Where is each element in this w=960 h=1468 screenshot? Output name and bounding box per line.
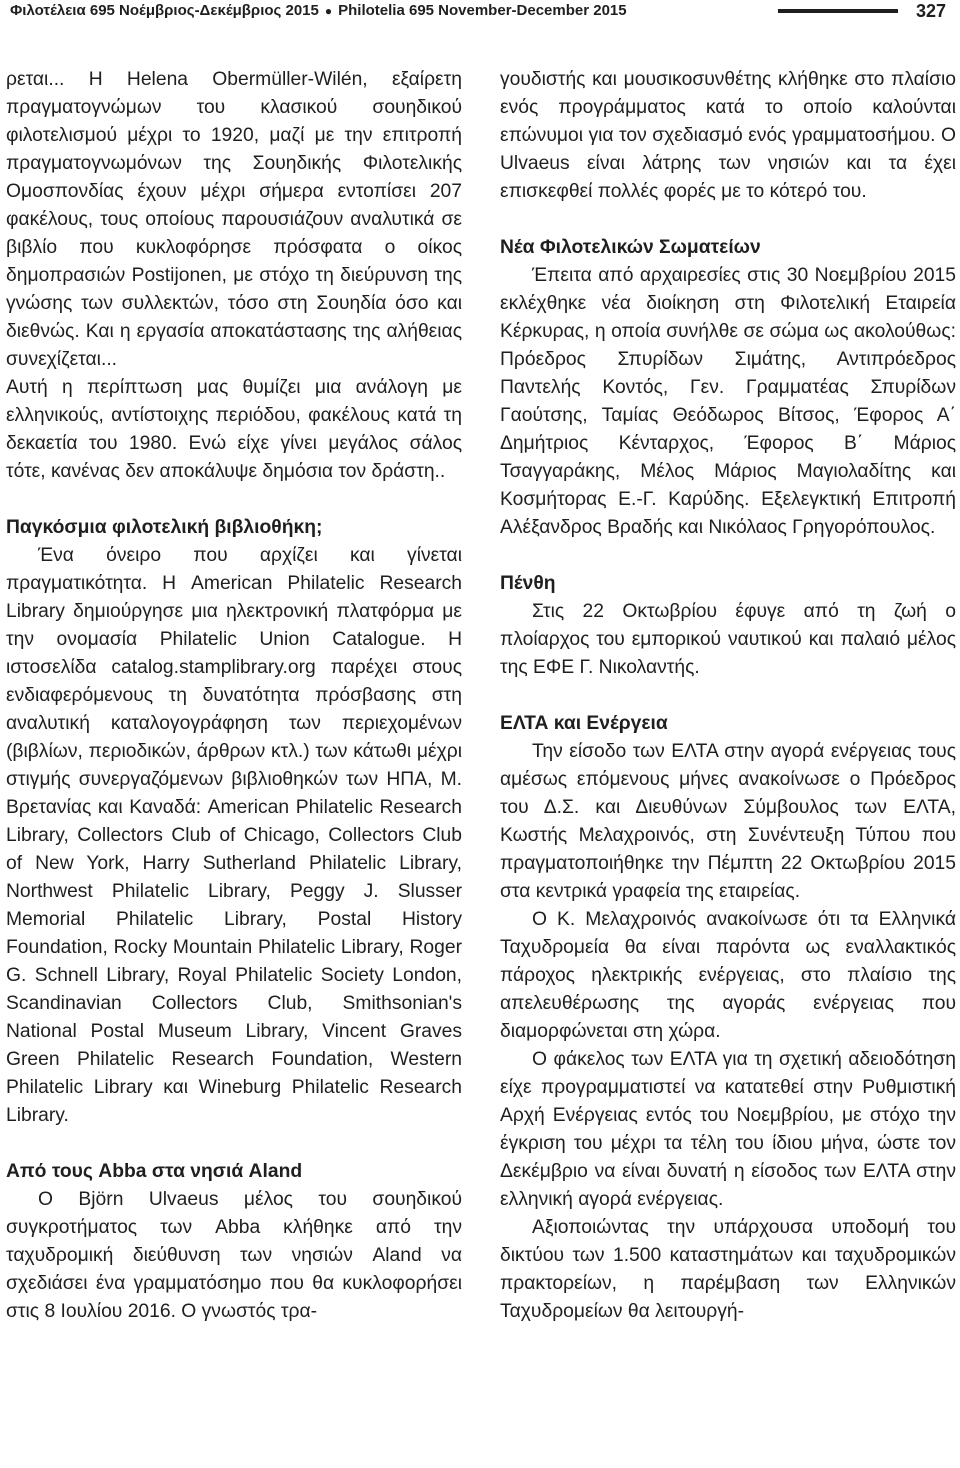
spacer	[6, 486, 462, 514]
header-separator-dot: ●	[324, 4, 333, 18]
paragraph-abba: Ο Björn Ulvaeus μέλος του σουηδικού συγκροτήματος των Abba κλήθηκε από την ταχυδρομική διεύθυνση των νησιών Aland να σχεδιάσει ένα γραμματόσημο που θα κυκλοφορήσει στις 8 Ιουλίου 2016. Ο γνωστός τρα-	[6, 1189, 462, 1322]
paragraph-elta-1: Την είσοδο των ΕΛΤΑ στην αγορά ενέργειας τους αμέσως επόμενους μήνες ανακοίνωσε ο Πρόεδρος του Δ.Σ. και Διευθύνων Σύμβουλος των ΕΛΤΑ, Κωστής Μελαχροινός, στη Συνέντευξη Τύπου που πραγματοποιήθηκε την Πέμπτη 22 Οκτωβρίου 2015 στα κεντρικά γραφεία της εταιρείας.	[500, 741, 956, 902]
paragraph-corfu-society: Έπειτα από αρχαιρεσίες στις 30 Νοεμβρίου 2015 εκλέχθηκε νέα διοίκηση στη Φιλοτελική Εταιρεία Κέρκυρας, η οποία συνήλθε σε σώμα ως ακολούθως: Πρόεδρος Σπυρίδων Σιμάτης, Αντιπρόεδρος Παντελής Κοντός, Γεν. Γραμματέας Σπυρίδων Γαούτσης, Ταμίας Θεόδωρος Βίτσος, Έφορος Α΄ Δημήτριος Κένταρχος, Έφορος Β΄ Μάριος Τσαγγαράκης, Μέλος Μάριος Μαγιολαδίτης και Κοσμήτορας Ε.-Γ. Καρύδης. Εξελεγκτική Επιτροπή Αλέξανδρος Βραδής και Νικόλαος Γρηγορόπουλος.	[500, 265, 956, 538]
spacer	[500, 542, 956, 570]
left-column	[6, 66, 462, 1326]
paragraph-library: Ένα όνειρο που αρχίζει και γίνεται πραγματικότητα. Η American Philatelic Research Library δημιούργησε μια ηλεκτρονική πλατφόρμα με την ονομασία Philatelic Union Catalogue. Η ιστοσελίδα catalog.stamplibrary.org παρέχει στους ενδιαφερόμενους τη δυνατότητα πρόσβασης στη αναλυτική καταλογογράφηση των περιεχομένων (βιβλίων, περιοδικών, άρθρων κτλ.) των κάτωθι μέχρι στιγμής συνεργαζόμενων βιβλιοθηκών των ΗΠΑ, Μ. Βρετανίας και Καναδά: American Philatelic Research Library, Collectors Club of Chicago, Collectors Club of New York, Harry Sutherland Philatelic Library, Northwest Philatelic Library, Peggy J. Slusser Memorial Philatelic Library, Postal History Foundation, Rocky Mountain Philatelic Library, Roger G. Schnell Library, Royal Philatelic Society London, Scandinavian Collectors Club, Smithsonian's National Postal Museum Library, Vincent Graves Green Philatelic Research Foundation, Western Philatelic Library και Wineburg Philatelic Research Library.	[6, 545, 462, 1126]
paragraph-ulvaeus: γουδιστής και μουσικοσυνθέτης κλήθηκε στο πλαίσιο ενός προγράμματος κατά το οποίο καλούνται επώνυμοι για τον σχεδιασμό ενός γραμματοσήμου. Ο Ulvaeus είναι λάτρης των νησιών και τα έχει επισκεφθεί πολλές φορές με το κότερό του.	[500, 69, 956, 202]
paragraph-elta-4: Αξιοποιώντας την υπάρχουσα υποδομή του δικτύου των 1.500 καταστημάτων και ταχυδρομικών πρακτορείων, η παρέμβαση των Ελληνικών Ταχυδρομείων θα λειτουργή-	[500, 1217, 956, 1322]
spacer	[6, 1130, 462, 1158]
header-title-greek: Φιλοτέλεια 695 Νοέμβριος-Δεκέμβριος 2015	[10, 2, 319, 19]
heading-world-library: Παγκόσμια φιλοτελική βιβλιοθήκη;	[6, 517, 323, 538]
heading-mourning: Πένθη	[500, 573, 556, 594]
paragraph-elta-3: Ο φάκελος των ΕΛΤΑ για τη σχετική αδειοδότηση είχε προγραμματιστεί να κατατεθεί στην Ρυθμιστική Αρχή Ενέργειας εντός του Νοεμβρίου, με στόχο την έγκριση του μέχρι τα τέλη του ίδιου μήνα, ώστε τον Δεκέμβριο να είναι δυνατή η είσοδος των ΕΛΤΑ στην ελληνική αγορά ενέργειας.	[500, 1049, 956, 1210]
spacer	[500, 206, 956, 234]
paragraph-mourning: Στις 22 Οκτωβρίου έφυγε από τη ζωή ο πλοίαρχος του εμπορικού ναυτικού και παλαιό μέλος της ΕΦΕ Γ. Νικολαντής.	[500, 601, 956, 678]
header-rule	[778, 9, 898, 13]
heading-abba: Από τους Abba στα νησιά Aland	[6, 1161, 303, 1182]
heading-societies: Νέα Φιλοτελικών Σωματείων	[500, 237, 761, 258]
heading-elta-energy: ΕΛΤΑ και Ενέργεια	[500, 713, 668, 734]
paragraph-obermuller: ρεται... Η Helena Obermüller-Wilén, εξαίρετη πραγματογνώμων του κλασικού σουηδικού φιλοτελισμού μέχρι το 1920, μαζί με την επιτροπή πραγματογνωμόνων της Σουηδικής Φιλοτελικής Ομοσπονδίας έχουν μέχρι σήμερα εντοπίσει 207 φακέλους, τους οποίους παρουσιάζουν αναλυτικά σε βιβλίο που κυκλοφόρησε πρόσφατα ο οίκος δημοπρασιών Postijonen, με στόχο τη διεύρυνση της γνώσης των συλλεκτών, τόσο στη Σουηδία όσο και διεθνώς. Και η εργασία αποκατάστασης της αλήθειας συνεχίζεται...	[6, 69, 462, 370]
right-column	[500, 66, 956, 1326]
page-header	[10, 0, 946, 22]
spacer	[500, 682, 956, 710]
page-number: 327	[915, 1, 946, 21]
header-title-english: Philotelia 695 November-December 2015	[338, 2, 627, 19]
paragraph-elta-2: Ο Κ. Μελαχροινός ανακοίνωσε ότι τα Ελληνικά Ταχυδρομεία θα είναι παρόντα ως εναλλακτικός πάροχος ηλεκτρικής ενέργειας, στο πλαίσιο της απελευθέρωσης της αγοράς ενέργειας που διαμορφώνεται στη χώρα.	[500, 909, 956, 1042]
paragraph-greek-covers: Αυτή η περίπτωση μας θυμίζει μια ανάλογη με ελληνικούς, αντίστοιχης περιόδου, φακέλους κατά τη δεκαετία του 1980. Ενώ είχε γίνει μεγάλος σάλος τότε, κανένας δεν αποκάλυψε δημόσια τον δράστη..	[6, 377, 462, 482]
